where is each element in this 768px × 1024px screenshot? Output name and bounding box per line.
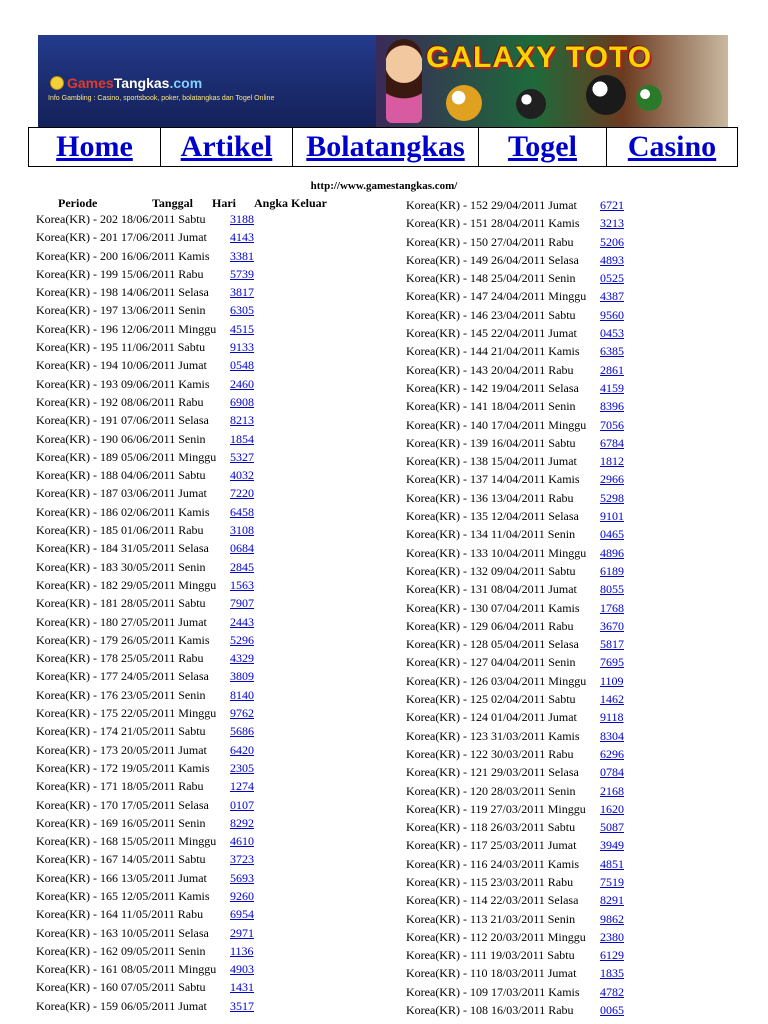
site-tagline: Info Gambling : Casino, sportsbook, poker, bolatangkas dan Togel Online bbox=[48, 95, 275, 102]
table-row bbox=[36, 558, 336, 576]
results-header bbox=[36, 196, 336, 210]
ball-icon bbox=[516, 89, 546, 119]
result-number-link[interactable]: 6385 bbox=[600, 344, 624, 359]
ball-icon bbox=[446, 85, 482, 121]
result-number-link[interactable]: 3949 bbox=[600, 838, 624, 853]
result-label: Korea(KR) - 173 20/05/2011 Jumat bbox=[36, 742, 207, 757]
table-row bbox=[36, 247, 336, 265]
result-label: Korea(KR) - 120 28/03/2011 Senin bbox=[406, 783, 576, 798]
result-label: Korea(KR) - 167 14/05/2011 Sabtu bbox=[36, 852, 206, 867]
table-row bbox=[36, 796, 336, 814]
result-number-link[interactable]: 1274 bbox=[230, 779, 254, 794]
result-number-link[interactable]: 6129 bbox=[600, 948, 624, 963]
table-row bbox=[36, 631, 336, 649]
result-label: Korea(KR) - 183 30/05/2011 Senin bbox=[36, 559, 206, 574]
result-number-link[interactable]: 6305 bbox=[230, 303, 254, 318]
result-number-link[interactable]: 4515 bbox=[230, 321, 254, 336]
header-periode: Periode bbox=[58, 196, 98, 210]
table-row bbox=[36, 997, 336, 1015]
table-row bbox=[36, 375, 336, 393]
result-number-link[interactable]: 6458 bbox=[230, 504, 254, 519]
result-number-link[interactable]: 5686 bbox=[230, 724, 254, 739]
result-number-link[interactable]: 3723 bbox=[230, 852, 254, 867]
result-label: Korea(KR) - 121 29/03/2011 Selasa bbox=[406, 765, 579, 780]
result-label: Korea(KR) - 189 05/06/2011 Minggu bbox=[36, 449, 217, 464]
result-number-link[interactable]: 4896 bbox=[600, 545, 624, 560]
result-number-link[interactable]: 1431 bbox=[230, 980, 254, 995]
result-label: Korea(KR) - 181 28/05/2011 Sabtu bbox=[36, 596, 206, 611]
table-row bbox=[406, 342, 726, 360]
result-number-link[interactable]: 2460 bbox=[230, 376, 254, 391]
result-label: Korea(KR) - 136 13/04/2011 Rabu bbox=[406, 490, 574, 505]
table-row bbox=[36, 978, 336, 996]
result-number-link[interactable]: 0684 bbox=[230, 541, 254, 556]
table-row bbox=[406, 269, 726, 287]
result-label: Korea(KR) - 143 20/04/2011 Rabu bbox=[406, 362, 574, 377]
result-label: Korea(KR) - 115 23/03/2011 Rabu bbox=[406, 874, 574, 889]
result-label: Korea(KR) - 194 10/06/2011 Jumat bbox=[36, 358, 207, 373]
table-row bbox=[406, 891, 726, 909]
site-url: http://www.gamestangkas.com/ bbox=[310, 180, 458, 192]
result-number-link[interactable]: 4893 bbox=[600, 252, 624, 267]
result-label: Korea(KR) - 122 30/03/2011 Rabu bbox=[406, 746, 574, 761]
result-label: Korea(KR) - 142 19/04/2011 Selasa bbox=[406, 380, 579, 395]
table-row bbox=[406, 599, 726, 617]
result-number-link[interactable]: 4032 bbox=[230, 468, 254, 483]
table-row bbox=[406, 983, 726, 1001]
result-number-link[interactable]: 3188 bbox=[230, 212, 254, 226]
result-label: Korea(KR) - 130 07/04/2011 Kamis bbox=[406, 600, 580, 615]
table-row bbox=[36, 850, 336, 868]
result-label: Korea(KR) - 127 04/04/2011 Senin bbox=[406, 655, 576, 670]
result-label: Korea(KR) - 163 10/05/2011 Selasa bbox=[36, 925, 209, 940]
result-label: Korea(KR) - 128 05/04/2011 Selasa bbox=[406, 637, 579, 652]
result-number-link[interactable]: 4159 bbox=[600, 380, 624, 395]
table-row bbox=[36, 924, 336, 942]
result-label: Korea(KR) - 186 02/06/2011 Kamis bbox=[36, 504, 210, 519]
table-row bbox=[406, 562, 726, 580]
result-number-link[interactable]: 3108 bbox=[230, 523, 254, 538]
table-row bbox=[36, 301, 336, 319]
result-number-link[interactable]: 7519 bbox=[600, 874, 624, 889]
table-row bbox=[36, 210, 336, 228]
table-row bbox=[406, 782, 726, 800]
result-label: Korea(KR) - 165 12/05/2011 Kamis bbox=[36, 888, 210, 903]
table-row bbox=[406, 836, 726, 854]
table-row bbox=[36, 942, 336, 960]
result-number-link[interactable]: 0065 bbox=[600, 1003, 624, 1018]
result-label: Korea(KR) - 118 26/03/2011 Sabtu bbox=[406, 820, 576, 835]
table-row bbox=[36, 887, 336, 905]
table-row bbox=[406, 580, 726, 598]
result-label: Korea(KR) - 119 27/03/2011 Minggu bbox=[406, 801, 586, 816]
result-number-link[interactable]: 5739 bbox=[230, 266, 254, 281]
table-row bbox=[406, 324, 726, 342]
result-number-link[interactable]: 3213 bbox=[600, 216, 624, 231]
result-label: Korea(KR) - 117 25/03/2011 Jumat bbox=[406, 838, 577, 853]
table-row bbox=[406, 763, 726, 781]
result-label: Korea(KR) - 174 21/05/2011 Sabtu bbox=[36, 724, 206, 739]
table-row bbox=[406, 946, 726, 964]
result-label: Korea(KR) - 112 20/03/2011 Minggu bbox=[406, 929, 586, 944]
result-label: Korea(KR) - 161 08/05/2011 Minggu bbox=[36, 962, 217, 977]
nav-home[interactable]: Home bbox=[28, 128, 160, 166]
table-row bbox=[36, 704, 336, 722]
result-number-link[interactable]: 9260 bbox=[230, 888, 254, 903]
result-number-link[interactable]: 3517 bbox=[230, 998, 254, 1013]
result-number-link[interactable]: 1109 bbox=[600, 673, 624, 688]
table-row bbox=[406, 910, 726, 928]
ball-icon bbox=[586, 75, 626, 115]
table-row bbox=[36, 356, 336, 374]
result-label: Korea(KR) - 188 04/06/2011 Sabtu bbox=[36, 468, 206, 483]
result-number-link[interactable]: 3381 bbox=[230, 248, 254, 263]
table-row bbox=[406, 1001, 726, 1019]
results-list-right bbox=[406, 196, 726, 1019]
result-label: Korea(KR) - 164 11/05/2011 Rabu bbox=[36, 907, 204, 922]
banner-logo-area bbox=[38, 35, 376, 127]
result-label: Korea(KR) - 116 24/03/2011 Kamis bbox=[406, 856, 580, 871]
result-label: Korea(KR) - 110 18/03/2011 Jumat bbox=[406, 966, 577, 981]
results-right-column bbox=[406, 196, 726, 1019]
table-row bbox=[36, 905, 336, 923]
result-number-link[interactable]: 5298 bbox=[600, 490, 624, 505]
result-label: Korea(KR) - 182 29/05/2011 Minggu bbox=[36, 577, 217, 592]
result-label: Korea(KR) - 152 29/04/2011 Jumat bbox=[406, 198, 577, 212]
ad-model-image bbox=[386, 39, 422, 123]
result-label: Korea(KR) - 190 06/06/2011 Senin bbox=[36, 431, 206, 446]
result-number-link[interactable]: 6420 bbox=[230, 742, 254, 757]
site-banner bbox=[38, 35, 728, 127]
result-label: Korea(KR) - 144 21/04/2011 Kamis bbox=[406, 344, 580, 359]
result-label: Korea(KR) - 199 15/06/2011 Rabu bbox=[36, 266, 204, 281]
result-label: Korea(KR) - 145 22/04/2011 Jumat bbox=[406, 326, 577, 341]
result-number-link[interactable]: 0465 bbox=[600, 527, 624, 542]
result-number-link[interactable]: 8291 bbox=[600, 893, 624, 908]
result-label: Korea(KR) - 129 06/04/2011 Rabu bbox=[406, 618, 574, 633]
result-label: Korea(KR) - 172 19/05/2011 Kamis bbox=[36, 760, 210, 775]
result-number-link[interactable]: 1620 bbox=[600, 801, 624, 816]
result-number-link[interactable]: 6954 bbox=[230, 907, 254, 922]
result-label: Korea(KR) - 178 25/05/2011 Rabu bbox=[36, 651, 204, 666]
result-label: Korea(KR) - 133 10/04/2011 Minggu bbox=[406, 545, 587, 560]
table-row bbox=[36, 503, 336, 521]
result-number-link[interactable]: 8140 bbox=[230, 687, 254, 702]
result-label: Korea(KR) - 176 23/05/2011 Senin bbox=[36, 687, 206, 702]
result-number-link[interactable]: 4903 bbox=[230, 962, 254, 977]
ball-icon bbox=[636, 85, 662, 111]
result-label: Korea(KR) - 185 01/06/2011 Rabu bbox=[36, 523, 204, 538]
table-row bbox=[36, 228, 336, 246]
result-label: Korea(KR) - 109 17/03/2011 Kamis bbox=[406, 984, 580, 999]
table-row bbox=[36, 539, 336, 557]
table-row bbox=[36, 484, 336, 502]
result-number-link[interactable]: 4143 bbox=[230, 230, 254, 245]
table-row bbox=[406, 306, 726, 324]
result-number-link[interactable]: 9133 bbox=[230, 340, 254, 355]
result-label: Korea(KR) - 197 13/06/2011 Senin bbox=[36, 303, 206, 318]
result-label: Korea(KR) - 148 25/04/2011 Senin bbox=[406, 271, 576, 286]
result-label: Korea(KR) - 114 22/03/2011 Selasa bbox=[406, 893, 579, 908]
result-number-link[interactable]: 5327 bbox=[230, 449, 254, 464]
site-logo[interactable] bbox=[50, 75, 202, 91]
table-row bbox=[36, 283, 336, 301]
result-number-link[interactable]: 4387 bbox=[600, 289, 624, 304]
table-row bbox=[406, 690, 726, 708]
table-row bbox=[406, 214, 726, 232]
result-label: Korea(KR) - 202 18/06/2011 Sabtu bbox=[36, 212, 206, 226]
table-row bbox=[36, 722, 336, 740]
result-label: Korea(KR) - 124 01/04/2011 Jumat bbox=[406, 710, 577, 725]
table-row bbox=[406, 489, 726, 507]
result-label: Korea(KR) - 150 27/04/2011 Rabu bbox=[406, 234, 574, 249]
result-label: Korea(KR) - 198 14/06/2011 Selasa bbox=[36, 285, 209, 300]
result-label: Korea(KR) - 159 06/05/2011 Jumat bbox=[36, 998, 207, 1013]
table-row bbox=[406, 745, 726, 763]
result-number-link[interactable]: 5817 bbox=[600, 637, 624, 652]
result-label: Korea(KR) - 137 14/04/2011 Kamis bbox=[406, 472, 580, 487]
table-row bbox=[36, 576, 336, 594]
table-row bbox=[36, 521, 336, 539]
result-number-link[interactable]: 6721 bbox=[600, 198, 624, 212]
result-number-link[interactable]: 1854 bbox=[230, 431, 254, 446]
result-number-link[interactable]: 7695 bbox=[600, 655, 624, 670]
result-number-link[interactable]: 5087 bbox=[600, 820, 624, 835]
result-number-link[interactable]: 0548 bbox=[230, 358, 254, 373]
table-row bbox=[36, 869, 336, 887]
result-label: Korea(KR) - 192 08/06/2011 Rabu bbox=[36, 394, 204, 409]
table-row bbox=[406, 233, 726, 251]
table-row bbox=[406, 617, 726, 635]
table-row bbox=[406, 251, 726, 269]
table-row bbox=[36, 832, 336, 850]
result-label: Korea(KR) - 113 21/03/2011 Senin bbox=[406, 911, 576, 926]
result-label: Korea(KR) - 162 09/05/2011 Senin bbox=[36, 943, 206, 958]
result-number-link[interactable]: 2966 bbox=[600, 472, 624, 487]
result-label: Korea(KR) - 166 13/05/2011 Jumat bbox=[36, 870, 207, 885]
table-row bbox=[36, 594, 336, 612]
result-number-link[interactable]: 2380 bbox=[600, 929, 624, 944]
result-label: Korea(KR) - 140 17/04/2011 Minggu bbox=[406, 417, 587, 432]
table-row bbox=[406, 635, 726, 653]
result-number-link[interactable]: 4851 bbox=[600, 856, 624, 871]
result-number-link[interactable]: 0107 bbox=[230, 797, 254, 812]
result-label: Korea(KR) - 170 17/05/2011 Selasa bbox=[36, 797, 209, 812]
result-number-link[interactable]: 1462 bbox=[600, 692, 624, 707]
table-row bbox=[406, 544, 726, 562]
result-label: Korea(KR) - 108 16/03/2011 Rabu bbox=[406, 1003, 574, 1018]
main-nav bbox=[28, 127, 738, 167]
logo-icon bbox=[50, 76, 64, 90]
nav-bolatangkas[interactable]: Bolatangkas bbox=[292, 128, 478, 166]
result-label: Korea(KR) - 195 11/06/2011 Sabtu bbox=[36, 340, 206, 355]
table-row bbox=[406, 287, 726, 305]
result-number-link[interactable]: 7220 bbox=[230, 486, 254, 501]
nav-artikel[interactable]: Artikel bbox=[160, 128, 292, 166]
result-number-link[interactable]: 0453 bbox=[600, 326, 624, 341]
table-row bbox=[406, 397, 726, 415]
result-label: Korea(KR) - 187 03/06/2011 Jumat bbox=[36, 486, 207, 501]
table-row bbox=[406, 470, 726, 488]
result-label: Korea(KR) - 171 18/05/2011 Rabu bbox=[36, 779, 204, 794]
result-number-link[interactable]: 4329 bbox=[230, 651, 254, 666]
banner-ad[interactable] bbox=[376, 35, 728, 127]
nav-togel[interactable]: Togel bbox=[478, 128, 606, 166]
table-row bbox=[406, 818, 726, 836]
result-number-link[interactable]: 6296 bbox=[600, 746, 624, 761]
logo-tangkas-text: Tangkas bbox=[113, 75, 170, 91]
table-row bbox=[36, 448, 336, 466]
table-row bbox=[36, 393, 336, 411]
result-number-link[interactable]: 5693 bbox=[230, 870, 254, 885]
table-row bbox=[406, 708, 726, 726]
result-number-link[interactable]: 9862 bbox=[600, 911, 624, 926]
table-row bbox=[36, 667, 336, 685]
result-label: Korea(KR) - 169 16/05/2011 Senin bbox=[36, 815, 206, 830]
table-row bbox=[36, 686, 336, 704]
result-number-link[interactable]: 9101 bbox=[600, 509, 624, 524]
result-number-link[interactable]: 0525 bbox=[600, 271, 624, 286]
result-number-link[interactable]: 3817 bbox=[230, 285, 254, 300]
result-label: Korea(KR) - 151 28/04/2011 Kamis bbox=[406, 216, 580, 231]
result-label: Korea(KR) - 196 12/06/2011 Minggu bbox=[36, 321, 217, 336]
result-number-link[interactable]: 9560 bbox=[600, 307, 624, 322]
result-label: Korea(KR) - 168 15/05/2011 Minggu bbox=[36, 834, 217, 849]
result-number-link[interactable]: 1835 bbox=[600, 966, 624, 981]
result-number-link[interactable]: 2305 bbox=[230, 760, 254, 775]
table-row bbox=[36, 320, 336, 338]
table-row bbox=[36, 411, 336, 429]
result-number-link[interactable]: 4782 bbox=[600, 984, 624, 999]
result-number-link[interactable]: 1136 bbox=[230, 943, 254, 958]
nav-casino[interactable]: Casino bbox=[606, 128, 738, 166]
header-tanggal: Tanggal bbox=[152, 196, 193, 210]
result-number-link[interactable]: 2443 bbox=[230, 614, 254, 629]
table-row bbox=[406, 434, 726, 452]
result-label: Korea(KR) - 149 26/04/2011 Selasa bbox=[406, 252, 579, 267]
result-number-link[interactable]: 8213 bbox=[230, 413, 254, 428]
result-label: Korea(KR) - 184 31/05/2011 Selasa bbox=[36, 541, 209, 556]
table-row bbox=[36, 613, 336, 631]
result-number-link[interactable]: 1768 bbox=[600, 600, 624, 615]
result-label: Korea(KR) - 160 07/05/2011 Sabtu bbox=[36, 980, 206, 995]
result-label: Korea(KR) - 200 16/06/2011 Kamis bbox=[36, 248, 210, 263]
result-label: Korea(KR) - 125 02/04/2011 Sabtu bbox=[406, 692, 576, 707]
result-number-link[interactable]: 6908 bbox=[230, 394, 254, 409]
result-label: Korea(KR) - 111 19/03/2011 Sabtu bbox=[406, 948, 575, 963]
result-number-link[interactable]: 8292 bbox=[230, 815, 254, 830]
table-row bbox=[36, 960, 336, 978]
result-number-link[interactable]: 8396 bbox=[600, 399, 624, 414]
result-label: Korea(KR) - 193 09/06/2011 Kamis bbox=[36, 376, 210, 391]
table-row bbox=[406, 196, 726, 214]
result-label: Korea(KR) - 123 31/03/2011 Kamis bbox=[406, 728, 580, 743]
table-row bbox=[36, 777, 336, 795]
result-number-link[interactable]: 2845 bbox=[230, 559, 254, 574]
result-number-link[interactable]: 4610 bbox=[230, 834, 254, 849]
table-row bbox=[406, 800, 726, 818]
table-row bbox=[36, 338, 336, 356]
header-hari: Hari bbox=[212, 196, 236, 210]
result-label: Korea(KR) - 135 12/04/2011 Selasa bbox=[406, 509, 579, 524]
result-number-link[interactable]: 5206 bbox=[600, 234, 624, 249]
result-label: Korea(KR) - 147 24/04/2011 Minggu bbox=[406, 289, 587, 304]
result-label: Korea(KR) - 146 23/04/2011 Sabtu bbox=[406, 307, 576, 322]
table-row bbox=[406, 379, 726, 397]
result-number-link[interactable]: 8055 bbox=[600, 582, 624, 597]
results-list-left bbox=[36, 210, 336, 1015]
logo-games-text: Games bbox=[67, 75, 114, 91]
table-row bbox=[406, 452, 726, 470]
result-number-link[interactable]: 2971 bbox=[230, 925, 254, 940]
result-number-link[interactable]: 6784 bbox=[600, 435, 624, 450]
logo-com-text: .com bbox=[169, 75, 203, 91]
table-row bbox=[36, 649, 336, 667]
table-row bbox=[36, 759, 336, 777]
result-number-link[interactable]: 8304 bbox=[600, 728, 624, 743]
result-number-link[interactable]: 5296 bbox=[230, 632, 254, 647]
table-row bbox=[406, 507, 726, 525]
result-label: Korea(KR) - 191 07/06/2011 Selasa bbox=[36, 413, 209, 428]
result-label: Korea(KR) - 139 16/04/2011 Sabtu bbox=[406, 435, 576, 450]
table-row bbox=[406, 525, 726, 543]
result-number-link[interactable]: 6189 bbox=[600, 563, 624, 578]
result-number-link[interactable]: 3670 bbox=[600, 618, 624, 633]
result-label: Korea(KR) - 131 08/04/2011 Jumat bbox=[406, 582, 577, 597]
ad-brand-title: GALAXY TOTO bbox=[426, 41, 653, 74]
table-row bbox=[406, 964, 726, 982]
table-row bbox=[406, 361, 726, 379]
header-angka-keluar: Angka Keluar bbox=[254, 196, 328, 210]
table-row bbox=[406, 928, 726, 946]
table-row bbox=[406, 672, 726, 690]
result-label: Korea(KR) - 134 11/04/2011 Senin bbox=[406, 527, 576, 542]
table-row bbox=[406, 653, 726, 671]
table-row bbox=[406, 727, 726, 745]
result-label: Korea(KR) - 175 22/05/2011 Minggu bbox=[36, 706, 217, 721]
table-row bbox=[36, 814, 336, 832]
result-label: Korea(KR) - 177 24/05/2011 Selasa bbox=[36, 669, 209, 684]
result-label: Korea(KR) - 138 15/04/2011 Jumat bbox=[406, 454, 577, 469]
result-number-link[interactable]: 9762 bbox=[230, 706, 254, 721]
result-label: Korea(KR) - 126 03/04/2011 Minggu bbox=[406, 673, 587, 688]
result-label: Korea(KR) - 180 27/05/2011 Jumat bbox=[36, 614, 207, 629]
table-row bbox=[406, 416, 726, 434]
result-number-link[interactable]: 1812 bbox=[600, 454, 624, 469]
result-number-link[interactable]: 0784 bbox=[600, 765, 624, 780]
table-row bbox=[36, 430, 336, 448]
result-number-link[interactable]: 7056 bbox=[600, 417, 624, 432]
results-left-column bbox=[36, 196, 336, 1015]
table-row bbox=[36, 466, 336, 484]
result-number-link[interactable]: 2168 bbox=[600, 783, 624, 798]
result-label: Korea(KR) - 132 09/04/2011 Sabtu bbox=[406, 563, 576, 578]
table-row bbox=[36, 741, 336, 759]
result-label: Korea(KR) - 179 26/05/2011 Kamis bbox=[36, 632, 210, 647]
table-row bbox=[406, 855, 726, 873]
result-number-link[interactable]: 2861 bbox=[600, 362, 624, 377]
result-number-link[interactable]: 9118 bbox=[600, 710, 624, 725]
result-number-link[interactable]: 3809 bbox=[230, 669, 254, 684]
result-label: Korea(KR) - 141 18/04/2011 Senin bbox=[406, 399, 576, 414]
result-label: Korea(KR) - 201 17/06/2011 Jumat bbox=[36, 230, 207, 245]
table-row bbox=[36, 265, 336, 283]
table-row bbox=[406, 873, 726, 891]
result-number-link[interactable]: 7907 bbox=[230, 596, 254, 611]
result-number-link[interactable]: 1563 bbox=[230, 577, 254, 592]
